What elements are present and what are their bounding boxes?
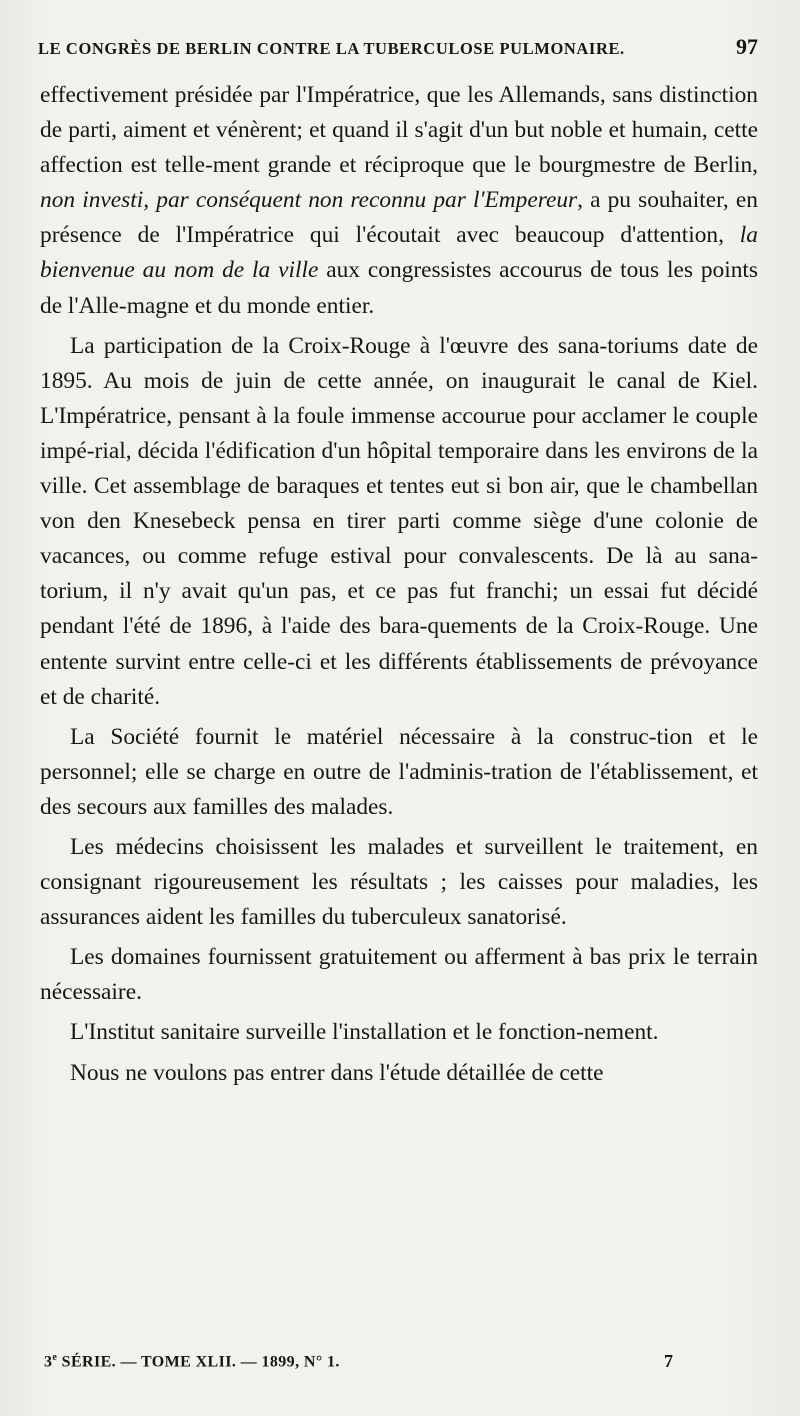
series-sup: e (52, 1352, 58, 1363)
text-run: , a pu souhaiter, en présence de l'Impératrice qui l'écoutait avec beaucoup d'attention, (40, 187, 758, 249)
text-run: effectivement présidée par l'Impératrice, que les Allemands, sans distinction de parti, aiment et vénèrent; et quand il s'agit d'un but noble et humain, cette affection est telle-ment grande et réciproque que le bourgmestre de Berlin, (40, 82, 758, 179)
paragraph-p1 (40, 78, 758, 324)
italic-text: non investi, par conséquent non reconnu par l'Empereur (40, 187, 578, 214)
series-prefix: 3 (44, 1353, 53, 1371)
paragraph-p3 (40, 720, 758, 825)
page-footer (44, 1352, 684, 1378)
page-number: 97 (736, 34, 758, 59)
text-run: Les domaines fournissent gratuitement ou afferment à bas prix le terrain nécessaire. (40, 944, 758, 1006)
text-run: La Société fournit le matériel nécessaire à la construc-tion et le personnel; elle se charge en outre de l'adminis-tration de l'établissement, et des secours aux familles des malades. (40, 723, 758, 820)
paragraph-p5 (40, 940, 758, 1010)
paragraph-p7 (40, 1056, 758, 1091)
text-run: La participation de la Croix-Rouge à l'œuvre des sana-toriums date de 1895. Au mois de juin de cette année, on inaugurait le canal de Kiel. L'Impératrice, pensant à la foule immense accourue pour acclamer le couple impé-rial, décida l'édification d'un hôpital temporaire dans les environs de la ville. Cet assemblage de baraques et tentes eut si bon air, que le chambellan von den Knesebeck pensa en tirer parti comme siège d'une colonie de vacances, ou comme refuge estival pour convalescents. De là au sana-torium, il n'y avait qu'un pas, et ce pas fut franchi; un essai fut décidé pendant l'été de 1896, à l'aide des bara-quements de la Croix-Rouge. Une entente survint entre celle-ci et les différents établissements de prévoyance et de charité. (40, 332, 758, 710)
series-rest: SÉRIE. — TOME XLII. — 1899, N° 1. (57, 1353, 340, 1371)
signature-mark: 7 (664, 1351, 673, 1371)
paragraph-p4 (40, 830, 758, 935)
running-title: LE CONGRÈS DE BERLIN CONTRE LA TUBERCULOSE PULMONAIRE. (38, 39, 625, 58)
body-text (40, 78, 758, 1096)
paragraph-p6 (40, 1015, 758, 1050)
text-run: L'Institut sanitaire surveille l'installation et le fonction-nement. (70, 1019, 659, 1046)
series-line (44, 1352, 340, 1371)
running-header (38, 34, 760, 64)
text-run: aux congressistes accourus de tous les points de l'Alle-magne et du monde entier. (40, 257, 759, 319)
text-run: Nous ne voulons pas entrer dans l'étude détaillée de cette (70, 1059, 604, 1086)
paragraph-p2 (40, 329, 758, 715)
italic-text: la bienvenue au nom de la ville (40, 222, 758, 284)
text-run: Les médecins choisissent les malades et surveillent le traitement, en consignant rigoureusement les résultats ; les caisses pour maladies, les assurances aident les familles du tuberculeux sanatorisé. (40, 833, 758, 931)
